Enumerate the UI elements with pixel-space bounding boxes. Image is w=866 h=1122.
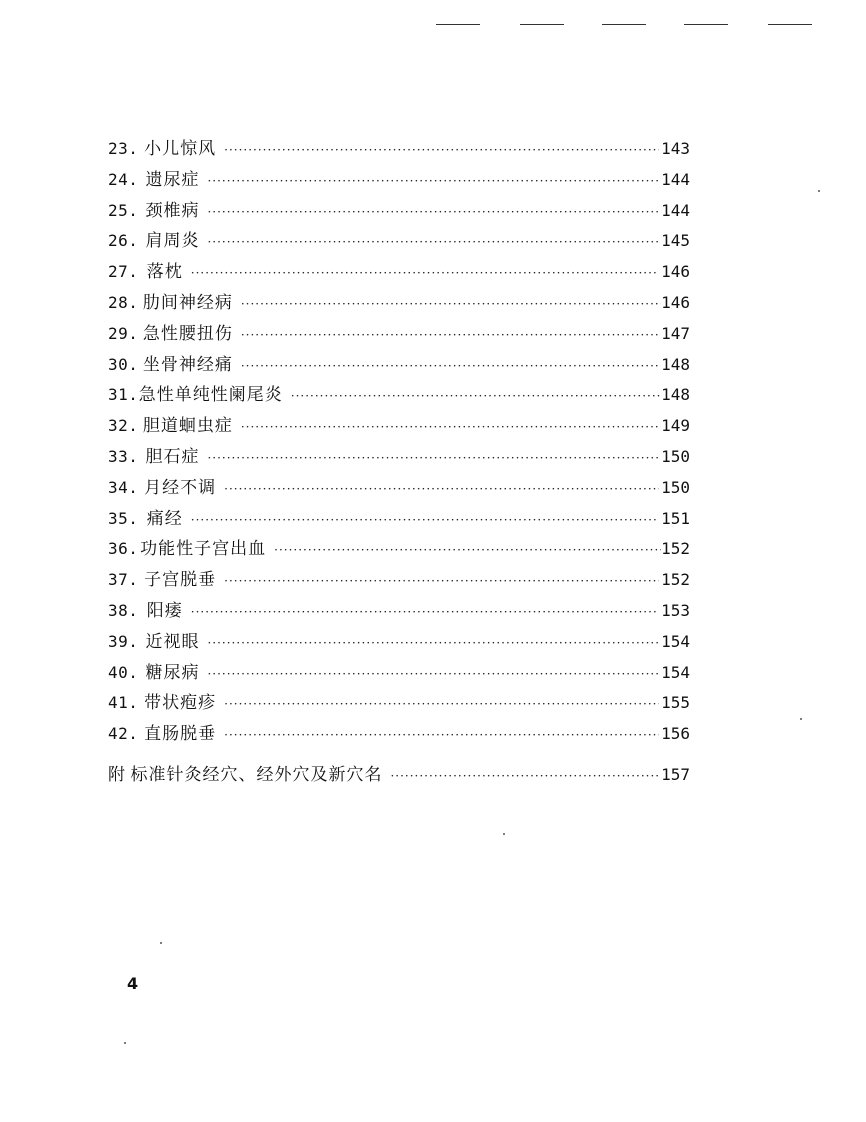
entry-title: 颈椎病	[145, 200, 200, 221]
entry-title: 阳痿	[146, 600, 183, 621]
appendix-title: 标准针灸经穴、经外穴及新穴名	[130, 764, 383, 785]
toc-entry	[108, 288, 690, 319]
entry-page: 153	[661, 600, 690, 620]
dot-leader	[207, 659, 658, 690]
entry-number: 40.	[108, 662, 139, 682]
scan-speck	[818, 190, 820, 192]
dot-leader	[241, 289, 661, 320]
header-rule	[436, 24, 480, 25]
toc-entry	[108, 565, 690, 596]
dot-leader	[207, 443, 658, 474]
entry-page: 156	[661, 724, 690, 744]
scan-speck	[503, 833, 505, 835]
entry-page: 155	[661, 693, 690, 713]
entry-page: 148	[661, 354, 690, 374]
entry-number: 29.	[108, 323, 139, 343]
entry-title: 近视眼	[145, 631, 200, 652]
dot-leader	[274, 535, 661, 566]
toc-entry	[108, 350, 690, 381]
entry-number: 36.	[108, 539, 139, 559]
entry-page: 150	[661, 477, 690, 497]
header-rules	[436, 24, 816, 28]
entry-page: 151	[661, 508, 690, 528]
entry-number: 24.	[108, 169, 139, 189]
dot-leader	[224, 566, 659, 597]
entry-number: 28.	[108, 292, 139, 312]
entry-title: 胆石症	[145, 446, 200, 467]
dot-leader	[241, 320, 661, 351]
toc-entry	[108, 134, 690, 165]
entry-page: 152	[661, 539, 690, 559]
toc-entry	[108, 534, 690, 565]
dot-leader	[207, 227, 658, 258]
dot-leader	[291, 381, 661, 412]
entry-title: 急性单纯性阑尾炎	[138, 385, 283, 406]
entry-number: 32.	[108, 416, 139, 436]
entry-page: 150	[661, 446, 690, 466]
dot-leader	[224, 135, 659, 166]
entry-title: 月经不调	[144, 477, 217, 498]
dot-leader	[191, 597, 657, 628]
dot-leader	[207, 197, 658, 228]
entry-page: 149	[661, 416, 690, 436]
toc-entry	[108, 719, 690, 750]
header-rule	[520, 24, 564, 25]
toc-entry	[108, 165, 690, 196]
toc-entry	[108, 473, 690, 504]
toc-appendix-entry	[108, 760, 690, 791]
appendix-page: 157	[661, 764, 690, 784]
entry-number: 33.	[108, 446, 139, 466]
entry-title: 落枕	[146, 262, 183, 283]
entry-page: 152	[661, 570, 690, 590]
toc-entry	[108, 196, 690, 227]
scan-speck	[800, 718, 802, 720]
entry-number: 41.	[108, 693, 139, 713]
dot-leader	[241, 351, 661, 382]
entry-number: 38.	[108, 600, 139, 620]
toc-entry	[108, 688, 690, 719]
entry-page: 154	[661, 662, 690, 682]
scan-speck	[160, 942, 162, 944]
entry-title: 坐骨神经痛	[142, 354, 233, 375]
dot-leader	[241, 412, 661, 443]
entry-number: 35.	[108, 508, 139, 528]
entry-title: 急性腰扭伤	[142, 323, 233, 344]
entry-number: 39.	[108, 631, 139, 651]
entry-number: 23.	[108, 139, 139, 158]
header-rule	[684, 24, 728, 25]
page-number: 4	[127, 974, 139, 993]
dot-leader	[224, 689, 659, 720]
entry-title: 肩周炎	[145, 231, 200, 252]
entry-title: 痛经	[146, 508, 183, 529]
entry-number: 25.	[108, 200, 139, 220]
entry-page: 154	[661, 631, 690, 651]
dot-leader	[224, 720, 659, 751]
entry-number: 31.	[108, 385, 139, 405]
table-of-contents	[108, 134, 690, 791]
entry-title: 功能性子宫出血	[140, 539, 267, 560]
header-rule	[602, 24, 646, 25]
toc-entry	[108, 319, 690, 350]
entry-page: 144	[661, 200, 690, 220]
entry-page: 143	[661, 139, 690, 158]
entry-title: 糖尿病	[145, 662, 200, 683]
entry-page: 148	[661, 385, 690, 405]
entry-number: 34.	[108, 477, 139, 497]
dot-leader	[207, 628, 658, 659]
entry-number: 42.	[108, 724, 139, 744]
dot-leader	[191, 258, 657, 289]
entry-title: 小儿惊风	[144, 139, 217, 159]
dot-leader	[224, 474, 659, 505]
toc-entry	[108, 596, 690, 627]
toc-entry	[108, 442, 690, 473]
toc-entry	[108, 411, 690, 442]
dot-leader	[390, 761, 661, 792]
header-rule	[768, 24, 812, 25]
entry-title: 胆道蛔虫症	[142, 416, 233, 437]
entry-title: 遗尿症	[145, 169, 200, 190]
entry-number: 37.	[108, 570, 139, 590]
appendix-label: 附	[108, 764, 126, 785]
toc-entry	[108, 226, 690, 257]
entry-number: 27.	[108, 262, 139, 282]
scan-speck	[124, 1042, 126, 1044]
entry-title: 直肠脱垂	[144, 724, 217, 745]
toc-entry	[108, 658, 690, 689]
entry-page: 146	[661, 262, 690, 282]
toc-entry	[108, 504, 690, 535]
dot-leader	[207, 166, 658, 197]
entry-number: 26.	[108, 231, 139, 251]
entry-page: 145	[661, 231, 690, 251]
toc-entry	[108, 257, 690, 288]
entry-number: 30.	[108, 354, 139, 374]
entry-title: 子宫脱垂	[144, 570, 217, 591]
entry-title: 带状疱疹	[144, 693, 217, 714]
entry-page: 147	[661, 323, 690, 343]
toc-entry	[108, 627, 690, 658]
entry-title: 肋间神经病	[142, 292, 233, 313]
dot-leader	[191, 505, 657, 536]
toc-entry	[108, 380, 690, 411]
entry-page: 146	[661, 292, 690, 312]
entry-page: 144	[661, 169, 690, 189]
